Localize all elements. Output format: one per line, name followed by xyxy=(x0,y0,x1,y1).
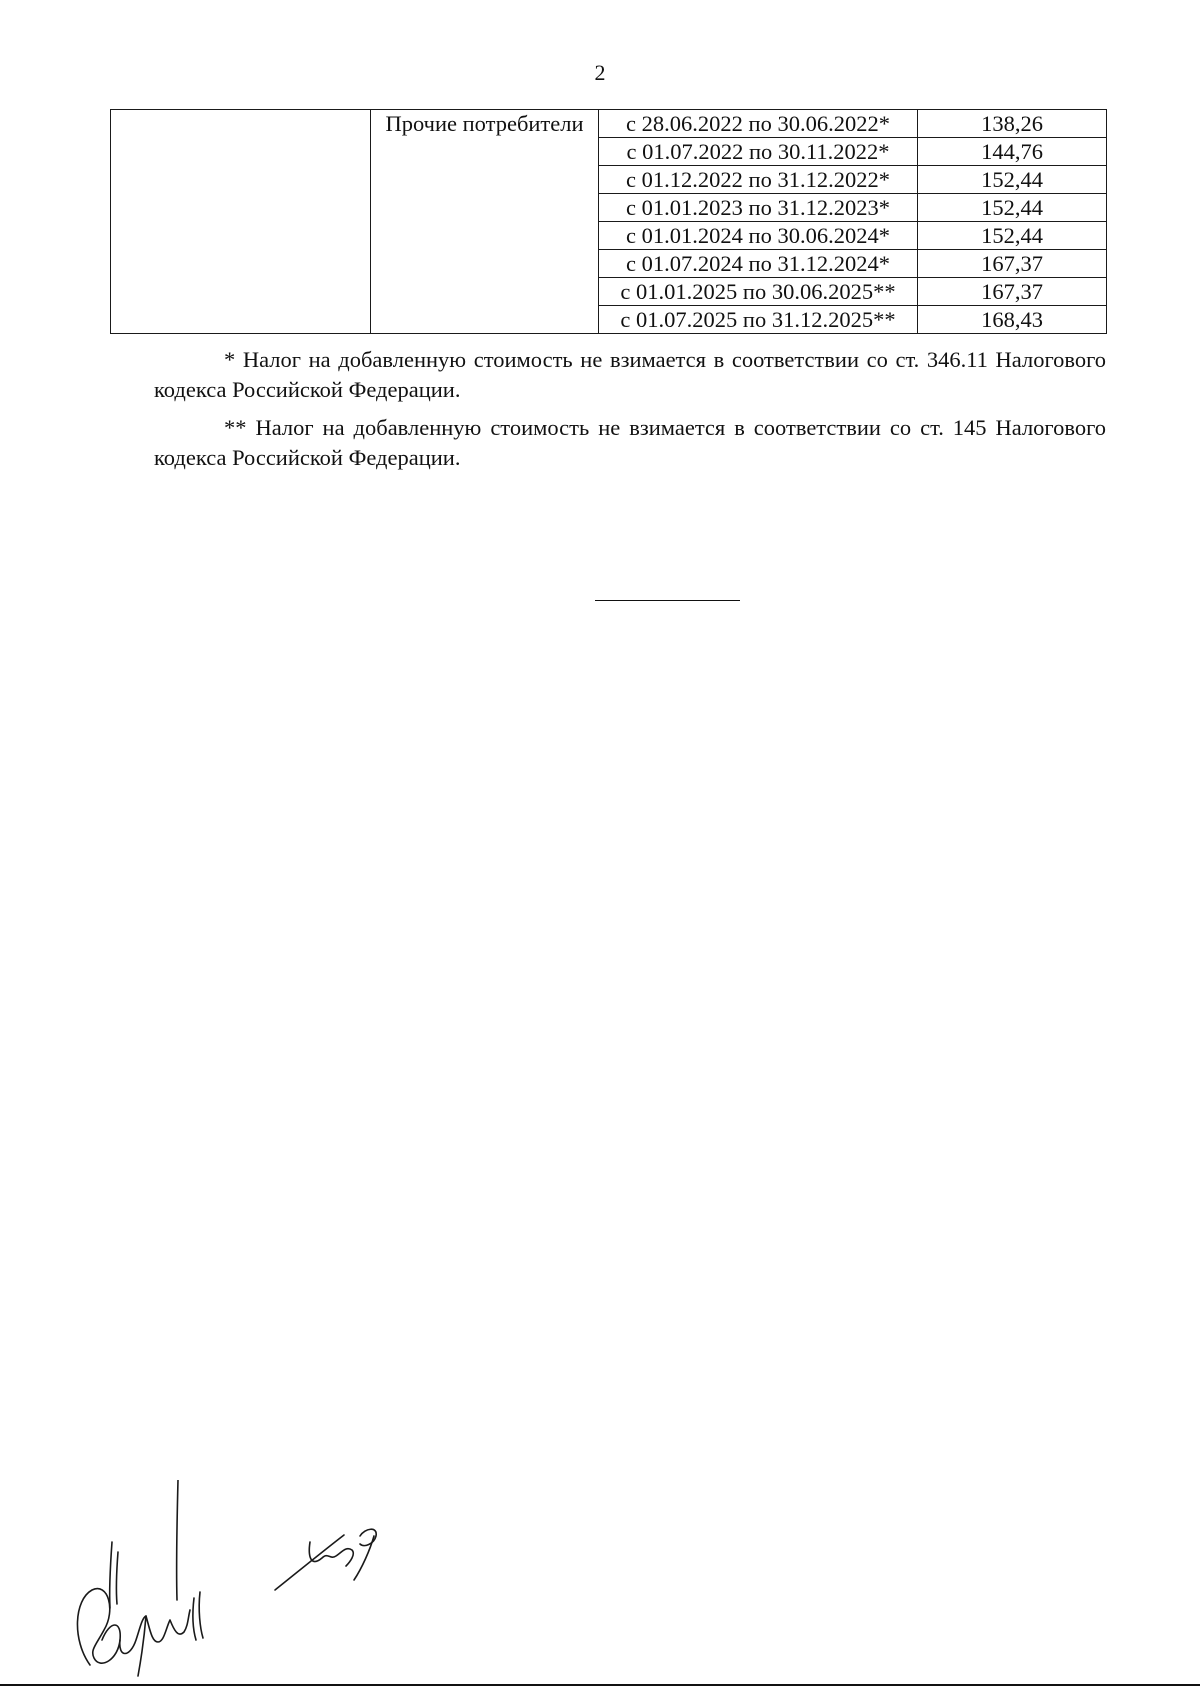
period-cell: с 01.01.2025 по 30.06.2025** xyxy=(599,278,918,306)
consumer-group-cell: Прочие потребители xyxy=(371,110,599,334)
end-of-document-line xyxy=(595,600,740,601)
footnote-vat-346 xyxy=(154,345,1106,405)
period-cell: с 01.12.2022 по 31.12.2022* xyxy=(599,166,918,194)
handwritten-signature-2 xyxy=(275,1529,376,1590)
tariff-value-cell: 152,44 xyxy=(918,222,1107,250)
tariff-value-cell: 144,76 xyxy=(918,138,1107,166)
tariff-value-cell: 138,26 xyxy=(918,110,1107,138)
period-cell: с 01.01.2024 по 30.06.2024* xyxy=(599,222,918,250)
period-cell: с 01.07.2024 по 31.12.2024* xyxy=(599,250,918,278)
tariff-value-cell: 167,37 xyxy=(918,250,1107,278)
table-row xyxy=(111,110,1107,138)
tariff-value-cell: 152,44 xyxy=(918,166,1107,194)
period-cell: с 28.06.2022 по 30.06.2022* xyxy=(599,110,918,138)
tariff-value-cell: 167,37 xyxy=(918,278,1107,306)
empty-cell xyxy=(111,110,371,334)
bottom-page-rule xyxy=(0,1684,1200,1686)
tariff-table xyxy=(110,109,1107,334)
footnote-text: ** Налог на добавленную стоимость не взимается в соответствии со ст. 145 Налогового кодекса Российской Федерации. xyxy=(154,415,1106,470)
period-cell: с 01.01.2023 по 31.12.2023* xyxy=(599,194,918,222)
signatures xyxy=(60,1480,420,1680)
handwritten-signature-1 xyxy=(77,1480,203,1676)
footnote-vat-145 xyxy=(154,413,1106,473)
period-cell: с 01.07.2022 по 30.11.2022* xyxy=(599,138,918,166)
tariff-value-cell: 152,44 xyxy=(918,194,1107,222)
period-cell: с 01.07.2025 по 31.12.2025** xyxy=(599,306,918,334)
tariff-value-cell: 168,43 xyxy=(918,306,1107,334)
footnote-text: * Налог на добавленную стоимость не взимается в соответствии со ст. 346.11 Налогового кодекса Российской Федерации. xyxy=(154,347,1106,402)
page-number: 2 xyxy=(594,60,606,85)
